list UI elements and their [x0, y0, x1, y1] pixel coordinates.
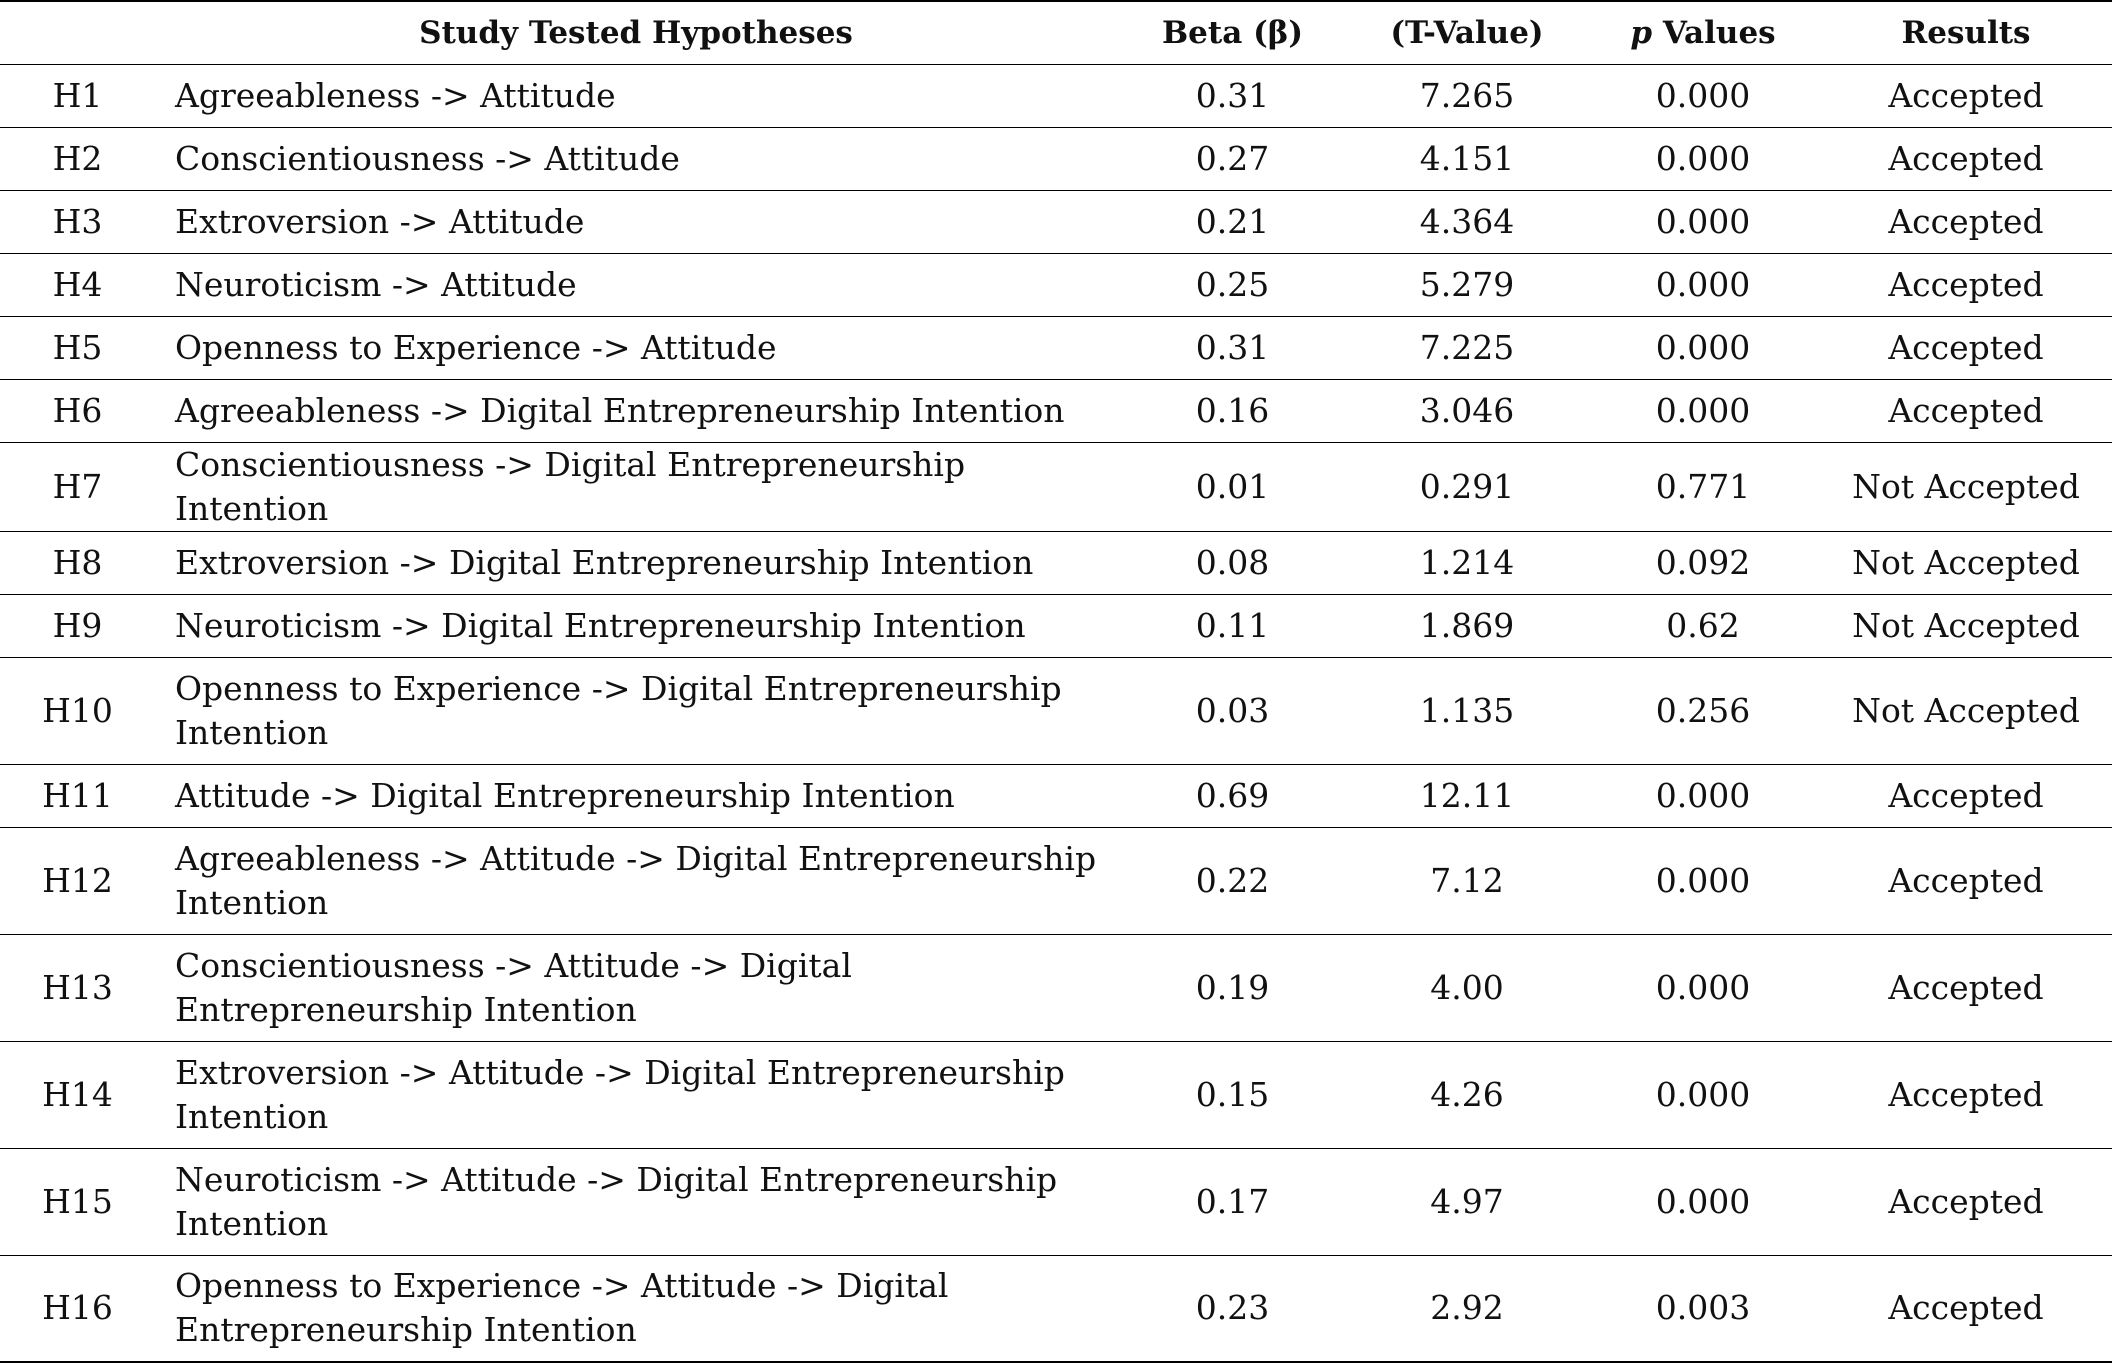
hypothesis-id: H6	[52, 390, 103, 430]
result-text: Accepted	[1888, 390, 2044, 430]
beta-value: 0.21	[1195, 201, 1270, 241]
table-row	[0, 764, 2112, 827]
hypothesis-id: H10	[42, 690, 113, 730]
result-text: Accepted	[1888, 1074, 2044, 1114]
hypothesis-text: Conscientiousness -> Attitude -> Digital Entrepreneurship Intention	[175, 945, 852, 1029]
table-row	[0, 253, 2112, 316]
header-p-symbol: p	[1630, 14, 1653, 51]
table-row	[0, 1255, 2112, 1362]
p-value: 0.62	[1666, 605, 1740, 645]
hypothesis-id: H3	[52, 201, 103, 241]
header-row	[0, 1, 2112, 64]
p-value: 0.000	[1655, 138, 1751, 178]
hypothesis-id: H15	[42, 1181, 113, 1221]
table-header	[0, 1, 2112, 64]
hypothesis-text: Neuroticism -> Digital Entrepreneurship Intention	[175, 605, 1026, 645]
beta-value: 0.23	[1195, 1288, 1270, 1328]
t-value: 0.291	[1419, 466, 1515, 506]
hypothesis-text: Extroversion -> Attitude	[175, 201, 585, 241]
hypothesis-id: H5	[52, 327, 103, 367]
beta-value: 0.69	[1195, 775, 1270, 815]
header-beta: Beta (β)	[1161, 14, 1304, 51]
hypothesis-text: Openness to Experience -> Attitude -> Digital Entrepreneurship Intention	[175, 1266, 949, 1350]
t-value: 2.92	[1430, 1288, 1504, 1328]
t-value: 5.279	[1419, 264, 1515, 304]
hypothesis-id: H1	[52, 75, 103, 115]
hypothesis-text: Openness to Experience -> Attitude	[175, 327, 777, 367]
hypothesis-id: H4	[52, 264, 103, 304]
p-value: 0.000	[1655, 264, 1751, 304]
result-text: Accepted	[1888, 201, 2044, 241]
beta-value: 0.27	[1195, 138, 1270, 178]
table-row	[0, 934, 2112, 1041]
p-value: 0.000	[1655, 775, 1751, 815]
t-value: 7.225	[1419, 327, 1515, 367]
hypothesis-text: Neuroticism -> Attitude -> Digital Entrepreneurship Intention	[175, 1159, 1058, 1243]
hypothesis-id: H14	[42, 1074, 113, 1114]
t-value: 1.869	[1419, 605, 1515, 645]
beta-value: 0.17	[1195, 1181, 1270, 1221]
header-hypothesis: Study Tested Hypotheses	[419, 14, 853, 51]
result-text: Accepted	[1888, 775, 2044, 815]
beta-value: 0.15	[1195, 1074, 1270, 1114]
p-value: 0.771	[1655, 466, 1751, 506]
p-value: 0.000	[1655, 967, 1751, 1007]
beta-value: 0.25	[1195, 264, 1270, 304]
table-row	[0, 1041, 2112, 1148]
result-text: Not Accepted	[1852, 542, 2080, 582]
beta-value: 0.22	[1195, 860, 1270, 900]
table-row	[0, 657, 2112, 764]
table-row	[0, 827, 2112, 934]
t-value: 7.12	[1430, 860, 1504, 900]
hypothesis-id: H8	[52, 542, 103, 582]
header-p-rest: Values	[1652, 14, 1776, 51]
table-row	[0, 594, 2112, 657]
table-row	[0, 127, 2112, 190]
hypothesis-id: H13	[42, 967, 113, 1007]
beta-value: 0.01	[1195, 466, 1270, 506]
p-value: 0.000	[1655, 390, 1751, 430]
header-t-value: (T-Value)	[1390, 14, 1544, 51]
result-text: Accepted	[1888, 138, 2044, 178]
p-value: 0.003	[1655, 1288, 1751, 1328]
header-p-values	[1586, 1, 1820, 64]
hypothesis-id: H7	[52, 466, 103, 506]
t-value: 4.364	[1419, 201, 1515, 241]
hypothesis-text: Agreeableness -> Digital Entrepreneurship Intention	[175, 390, 1065, 430]
p-value: 0.092	[1655, 542, 1751, 582]
table-body	[0, 64, 2112, 1362]
beta-value: 0.08	[1195, 542, 1270, 582]
hypothesis-id: H16	[42, 1288, 113, 1328]
hypothesis-id: H12	[42, 860, 113, 900]
hypothesis-text: Openness to Experience -> Digital Entrepreneurship Intention	[175, 668, 1062, 752]
beta-value: 0.11	[1195, 605, 1270, 645]
table-row	[0, 190, 2112, 253]
result-text: Accepted	[1888, 1288, 2044, 1328]
result-text: Accepted	[1888, 860, 2044, 900]
t-value: 7.265	[1419, 75, 1515, 115]
result-text: Accepted	[1888, 1181, 2044, 1221]
table-row	[0, 64, 2112, 127]
beta-value: 0.31	[1195, 327, 1270, 367]
t-value: 12.11	[1419, 775, 1515, 815]
table-row	[0, 442, 2112, 531]
hypothesis-text: Extroversion -> Attitude -> Digital Entrepreneurship Intention	[175, 1052, 1065, 1136]
hypothesis-text: Agreeableness -> Attitude -> Digital Entrepreneurship Intention	[175, 838, 1097, 922]
result-text: Accepted	[1888, 75, 2044, 115]
result-text: Accepted	[1888, 327, 2044, 367]
p-value: 0.000	[1655, 327, 1751, 367]
hypothesis-text: Extroversion -> Digital Entrepreneurship Intention	[175, 542, 1034, 582]
table-row	[0, 379, 2112, 442]
t-value: 4.151	[1419, 138, 1515, 178]
t-value: 3.046	[1419, 390, 1515, 430]
result-text: Not Accepted	[1852, 690, 2080, 730]
beta-value: 0.03	[1195, 690, 1270, 730]
p-value: 0.256	[1655, 690, 1751, 730]
header-results: Results	[1901, 14, 2031, 51]
p-value: 0.000	[1655, 860, 1751, 900]
p-value: 0.000	[1655, 201, 1751, 241]
hypothesis-id: H9	[52, 605, 103, 645]
hypothesis-text: Attitude -> Digital Entrepreneurship Intention	[175, 775, 955, 815]
result-text: Accepted	[1888, 967, 2044, 1007]
beta-value: 0.31	[1195, 75, 1270, 115]
hypothesis-id: H11	[42, 775, 113, 815]
hypothesis-text: Conscientiousness -> Attitude	[175, 138, 680, 178]
beta-value: 0.16	[1195, 390, 1270, 430]
p-value: 0.000	[1655, 1181, 1751, 1221]
t-value: 4.26	[1430, 1074, 1504, 1114]
table-row	[0, 531, 2112, 594]
hypothesis-text: Conscientiousness -> Digital Entrepreneurship Intention	[175, 444, 966, 528]
hypothesis-text: Agreeableness -> Attitude	[175, 75, 616, 115]
table-row	[0, 316, 2112, 379]
p-value: 0.000	[1655, 1074, 1751, 1114]
t-value: 4.00	[1430, 967, 1504, 1007]
result-text: Not Accepted	[1852, 605, 2080, 645]
beta-value: 0.19	[1195, 967, 1270, 1007]
t-value: 1.135	[1419, 690, 1515, 730]
result-text: Not Accepted	[1852, 466, 2080, 506]
header-id	[0, 1, 155, 64]
t-value: 1.214	[1419, 542, 1515, 582]
hypothesis-text: Neuroticism -> Attitude	[175, 264, 577, 304]
table-row	[0, 1148, 2112, 1255]
result-text: Accepted	[1888, 264, 2044, 304]
p-value: 0.000	[1655, 75, 1751, 115]
t-value: 4.97	[1430, 1181, 1504, 1221]
hypothesis-id: H2	[52, 138, 103, 178]
